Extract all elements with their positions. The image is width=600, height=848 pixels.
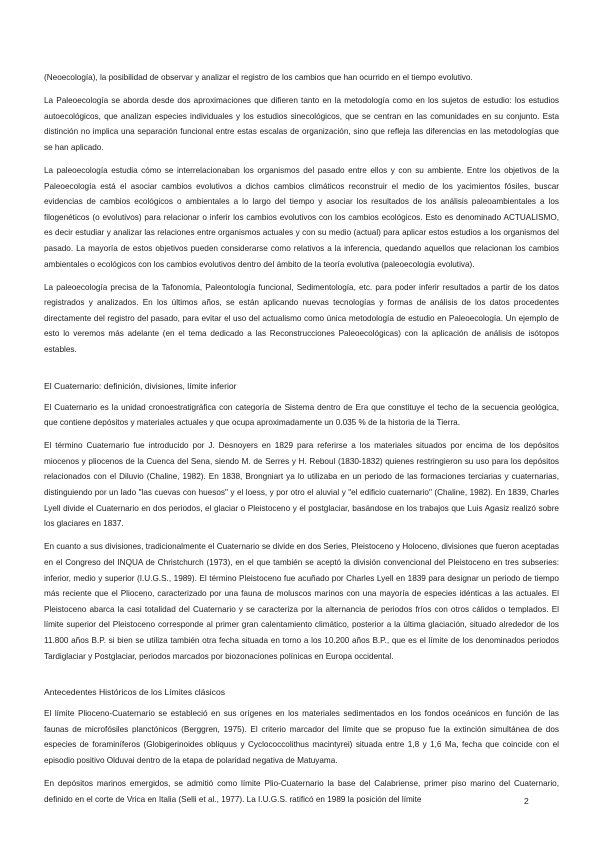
section-paragraph: El Cuaternario es la unidad cronoestratigráfica con categoría de Sistema dentro de Era que constituye el techo de la secuencia geológica, que contiene depósitos y materiales actuales y que ocupa aproximadamente un 0.035 % de la historia de la Tierra. <box>44 402 559 428</box>
section-paragraph: En depósitos marinos emergidos, se admitió como límite Plio-Cuaternario la base del Calabriense, primer piso marino del Cuaternario, definido en el corte de Vrica en Italia (Selli et al., 1977). La I.U.G.S. ratificó en 1989 la posición del límite <box>44 778 559 804</box>
intro-paragraph: La Paleoecología se aborda desde dos aproximaciones que difieren tanto en la metodología como en los sujetos de estudio: los estudios autoecológicos, que analizan especies individuales y los estudios sinecológicos, que se centran en las comunidades en su conjunto. Esta distinción no implica una separación funcional entre estas escalas de organización, sino que refleja las diferencias en las metodologías que se han aplicado. <box>44 96 559 152</box>
section-heading-antecedentes: Antecedentes Históricos de los Límites clásicos <box>44 687 226 698</box>
page-content <box>44 70 559 815</box>
section-paragraph: En cuanto a sus divisiones, tradicionalmente el Cuaternario se divide en dos Series, Pleistoceno y Holoceno, divisiones que fueron aceptadas en el Congreso del INQUA de Christchurch (1973), en el que también se aceptó la división convencional del Pleistoceno en tres subseries: inferior, medio y superior (I.U.G.S., 1989). El término Pleistoceno fue acuñado por Charles Lyell en 1839 para designar un periodo de tiempo más reciente que el Plioceno, caracterizado por una fauna de moluscos marinos con una mayoría de especies idénticas a las actuales. El Pleistoceno abarca la casi totalidad del Cuaternario y se caracteriza por la alternancia de periodos fríos con otros cálidos o templados. El límite superior del Pleistoceno corresponde al primer gran calentamiento climático, posterior a la última glaciación, situado alrededor de los 11.800 años B.P. si bien se utiliza también otra fecha situada en torno a los 10.200 años B.P., que es el límite de los denominados periodos Tardiglaciar y Postglaciar, periodos marcados por biozonaciones polínicas en Europa occidental. <box>44 542 559 661</box>
section-paragraph: El término Cuaternario fue introducido por J. Desnoyers en 1829 para referirse a los materiales situados por encima de los depósitos miocenos y pliocenos de la Cuenca del Sena, siendo M. de Serres y H. Reboul (1830-1832) quienes restringieron su uso para los depósitos relacionados con el Diluvio (Chaline, 1982). En 1838, Brongniart ya lo utilizaba en un periodo de las formaciones terciarias y cuaternarias, distinguiendo por un lado "las cuevas con huesos" y el loess, y por otro el aluvial y "el edificio cuaternario" (Chaline, 1982). En 1839, Charles Lyell divide el Cuaternario en dos periodos, el glaciar o Pleistoceno y el postglaciar, basándose en los trabajos que Luis Agasiz realizó sobre los glaciares en 1837. <box>44 441 559 529</box>
page-number: 2 <box>524 796 529 806</box>
intro-paragraph: La paleoecología precisa de la Tafonomía, Paleontología funcional, Sedimentología, etc. para poder inferir resultados a partir de los datos registrados y analizados. En los últimos años, se están aplicando nuevas tecnologías y formas de análisis de los datos procedentes directamente del registro del pasado, para evitar el uso del actualismo como única metodología de estudio en Paleoecología. Un ejemplo de esto lo veremos más adelante (en el tema dedicado a las Reconstrucciones Paleoecológicas) con la aplicación de análisis de isótopos estables. <box>44 282 559 354</box>
intro-paragraph: (Neoecología), la posibilidad de observar y analizar el registro de los cambios que han ocurrido en el tiempo evolutivo. <box>44 73 473 82</box>
section-paragraph: El límite Plioceno-Cuaternario se estableció en sus orígenes en los materiales sedimentados en los fondos oceánicos en función de las faunas de microfósiles planctónicos (Berggren, 1975). El criterio marcador del límite que se propuso fue la extinción simultánea de dos especies de foraminíferos (Globigerinoides obliquus y Cyclococcolithus macintyrei) situada entre 1,8 y 1,6 Ma, fecha que coincide con el episodio positivo Olduvai dentro de la etapa de polaridad negativa de Matuyama. <box>44 709 559 765</box>
section-heading-cuaternario: El Cuaternario: definición, divisiones, límite inferior <box>44 380 237 391</box>
intro-paragraph: La paleoecología estudia cómo se interrelacionaban los organismos del pasado entre ellos y con su ambiente. Entre los objetivos de la Paleoecología está el asociar cambios evolutivos a dichos cambios climáticos reconstruir el medio de los yacimientos fósiles, buscar evidencias de cambios ecológicos o ambientales a lo largo del tiempo y asociar los resultados de los análisis paleoambientales a los filogenéticos (o evolutivos) para relacionar o inferir los cambios evolutivos con los cambios ecológicos. Esto es denominado ACTUALISMO, es decir estudiar y analizar las relaciones entre organismos actuales y con su medio (actual) para aplicar estos estudios a los organismos del pasado. La mayoría de estos objetivos pueden considerarse como relativos a la inferencia, quedando aquellos que relacionan los cambios ambientales o ecológicos con los cambios evolutivos dentro del ámbito de la teoría evolutiva (paleoecología evolutiva). <box>44 165 559 269</box>
